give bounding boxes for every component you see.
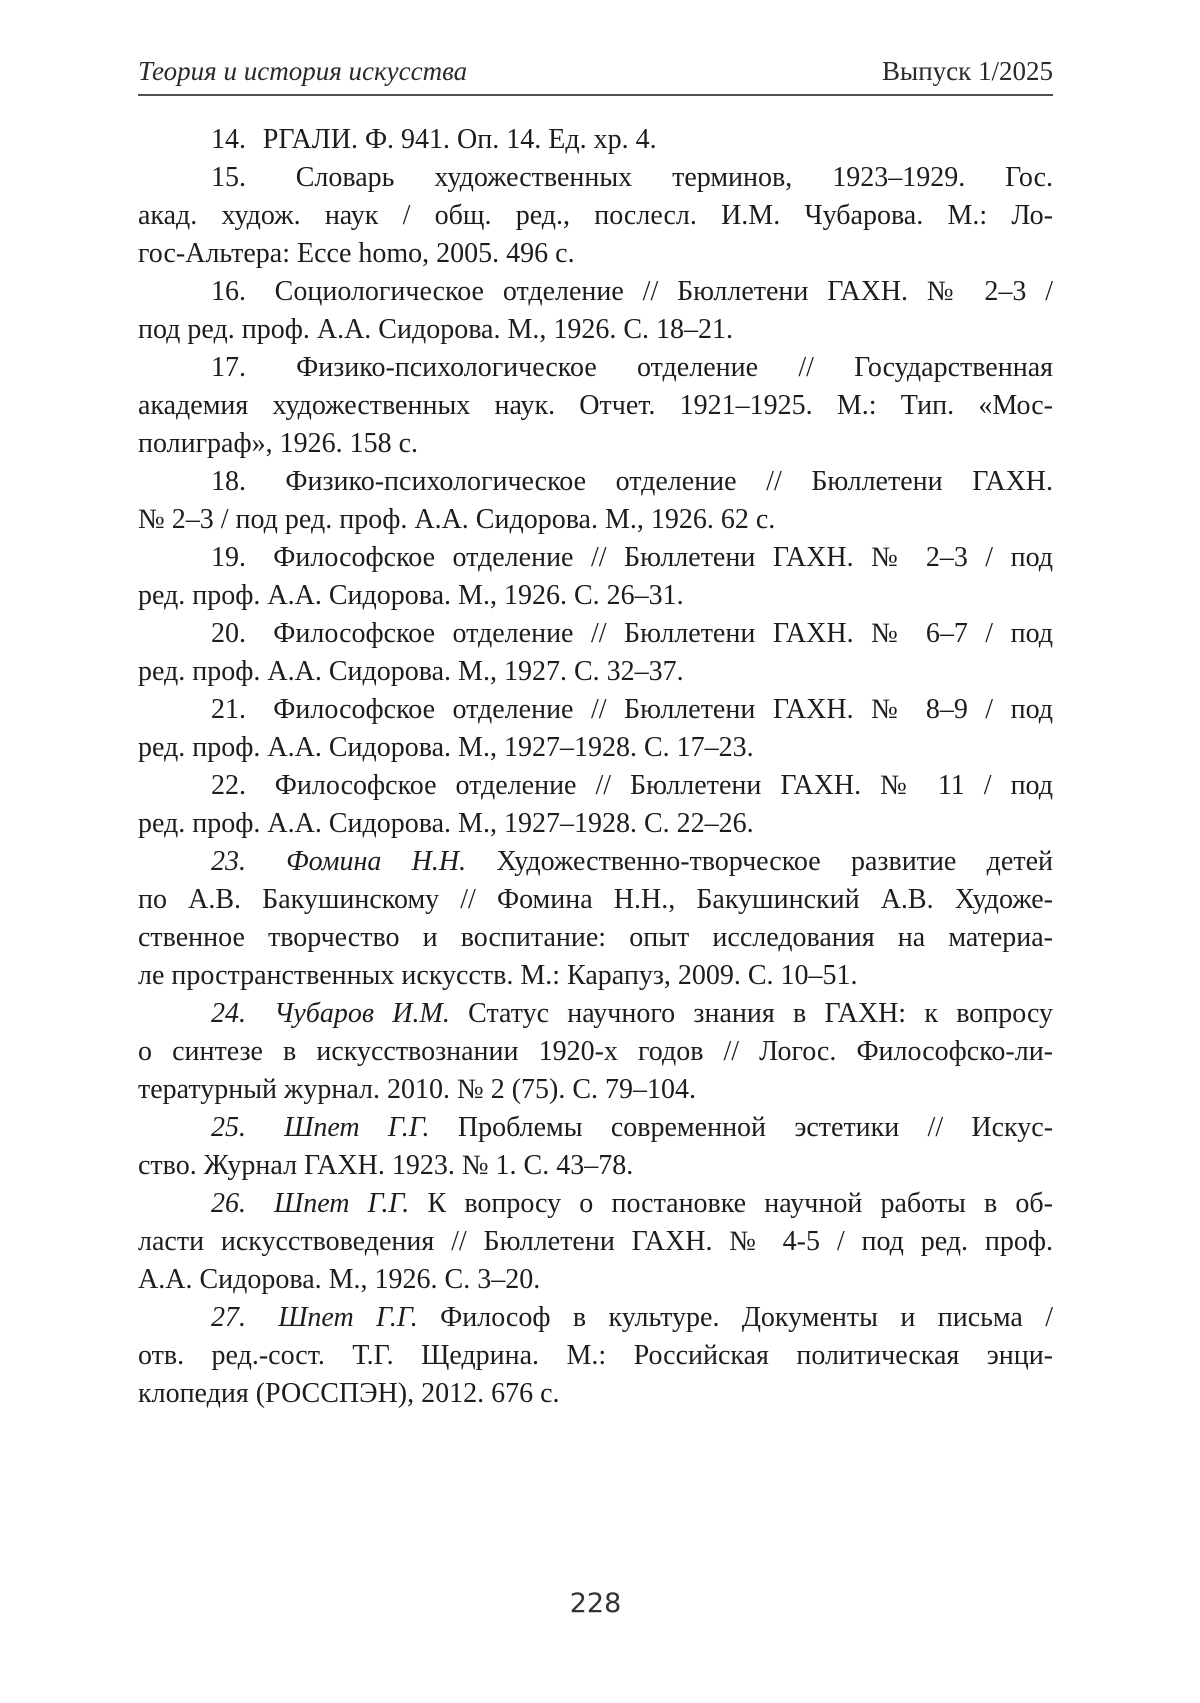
reference-author: Шпет Г.Г. <box>278 1302 418 1333</box>
reference-entry <box>138 691 1053 767</box>
reference-number: 17. <box>211 352 246 383</box>
reference-list <box>138 121 1053 1413</box>
reference-author: Шпет Г.Г. <box>273 1188 410 1219</box>
reference-line: ред. проф. А.А. Сидорова. М., 1927–1928. С. 22–26. <box>138 808 754 839</box>
reference-line: 16. Социологическое отделение // Бюллетени ГАХН. № 2–3 / <box>211 276 1054 307</box>
reference-line: под ред. проф. А.А. Сидорова. М., 1926. С. 18–21. <box>138 314 734 345</box>
reference-line: акад. худож. наук / общ. ред., послесл. И.М. Чубарова. М.: Ло- <box>138 200 1053 231</box>
reference-entry <box>138 159 1053 273</box>
reference-line: ред. проф. А.А. Сидорова. М., 1926. С. 26–31. <box>138 580 684 611</box>
reference-line: 14. РГАЛИ. Ф. 941. Оп. 14. Ед. хр. 4. <box>211 124 657 155</box>
reference-author: Фомина Н.Н. <box>286 846 467 877</box>
reference-line: 23. Фомина Н.Н. Художественно-творческое развитие детей <box>211 846 1053 877</box>
reference-line: 17. Физико-психологическое отделение // Государственная <box>211 352 1053 383</box>
reference-line: № 2–3 / под ред. проф. А.А. Сидорова. М., 1926. 62 с. <box>138 504 776 535</box>
page-footer <box>138 1589 1053 1619</box>
reference-entry <box>138 767 1053 843</box>
running-title: Теория и история искусства <box>138 56 468 86</box>
page-number: 228 <box>569 1588 622 1619</box>
reference-entry <box>138 843 1053 995</box>
reference-number: 23. <box>211 846 246 877</box>
reference-line: полиграф», 1926. 158 с. <box>138 428 419 459</box>
reference-number: 18. <box>211 466 246 497</box>
reference-author: Шпет Г.Г. <box>284 1112 430 1143</box>
reference-number: 21. <box>211 694 246 725</box>
header-rule <box>138 94 1053 96</box>
reference-entry <box>138 349 1053 463</box>
reference-entry <box>138 615 1053 691</box>
reference-line: академия художественных наук. Отчет. 1921–1925. М.: Тип. «Мос- <box>138 390 1053 421</box>
reference-line: 24. Чубаров И.М. Статус научного знания в ГАХН: к вопросу <box>211 998 1054 1029</box>
reference-line: о синтезе в искусствознании 1920-х годов // Логос. Философско-ли- <box>138 1036 1053 1067</box>
reference-line: 26. Шпет Г.Г. К вопросу о постановке научной работы в об- <box>211 1188 1054 1219</box>
reference-author: Чубаров И.М. <box>274 998 450 1029</box>
reference-line: 15. Словарь художественных терминов, 1923–1929. Гос. <box>211 162 1053 193</box>
reference-number: 16. <box>211 276 246 307</box>
reference-line: клопедия (РОССПЭН), 2012. 676 с. <box>138 1378 560 1409</box>
reference-line: ласти искусствоведения // Бюллетени ГАХН. № 4-5 / под ред. проф. <box>138 1226 1053 1257</box>
issue-label: Выпуск 1/2025 <box>882 56 1053 86</box>
reference-number: 14. <box>211 124 246 155</box>
page-header <box>138 56 1053 86</box>
reference-line: гос-Альтера: Ecce homo, 2005. 496 с. <box>138 238 575 269</box>
reference-line: ред. проф. А.А. Сидорова. М., 1927–1928. С. 17–23. <box>138 732 754 763</box>
reference-number: 22. <box>211 770 246 801</box>
reference-line: 22. Философское отделение // Бюллетени ГАХН. № 11 / под <box>211 770 1053 801</box>
reference-entry <box>138 273 1053 349</box>
reference-line: тературный журнал. 2010. № 2 (75). С. 79–104. <box>138 1074 697 1105</box>
reference-line: ство. Журнал ГАХН. 1923. № 1. С. 43–78. <box>138 1150 634 1181</box>
reference-line: А.А. Сидорова. М., 1926. С. 3–20. <box>138 1264 541 1295</box>
reference-entry <box>138 995 1053 1109</box>
reference-line: 18. Физико-психологическое отделение // Бюллетени ГАХН. <box>211 466 1054 497</box>
reference-line: ственное творчество и воспитание: опыт исследования на материа- <box>138 922 1053 953</box>
reference-entry <box>138 539 1053 615</box>
reference-number: 26. <box>211 1188 246 1219</box>
reference-number: 15. <box>211 162 246 193</box>
reference-line: ред. проф. А.А. Сидорова. М., 1927. С. 32–37. <box>138 656 684 687</box>
reference-entry <box>138 121 1053 159</box>
reference-line: отв. ред.-сост. Т.Г. Щедрина. М.: Российская политическая энци- <box>138 1340 1053 1371</box>
reference-line: 25. Шпет Г.Г. Проблемы современной эстетики // Искус- <box>211 1112 1054 1143</box>
reference-number: 25. <box>211 1112 246 1143</box>
reference-line: 27. Шпет Г.Г. Философ в культуре. Документы и письма / <box>211 1302 1054 1333</box>
reference-number: 19. <box>211 542 246 573</box>
reference-entry <box>138 463 1053 539</box>
reference-entry <box>138 1185 1053 1299</box>
reference-line: 21. Философское отделение // Бюллетени ГАХН. № 8–9 / под <box>211 694 1054 725</box>
reference-number: 20. <box>211 618 246 649</box>
reference-number: 27. <box>211 1302 246 1333</box>
reference-line: ле пространственных искусств. М.: Карапуз, 2009. С. 10–51. <box>138 960 858 991</box>
reference-line: 20. Философское отделение // Бюллетени ГАХН. № 6–7 / под <box>211 618 1054 649</box>
reference-line: по А.В. Бакушинскому // Фомина Н.Н., Бакушинский А.В. Художе- <box>138 884 1053 915</box>
reference-entry <box>138 1109 1053 1185</box>
reference-number: 24. <box>211 998 246 1029</box>
reference-line: 19. Философское отделение // Бюллетени ГАХН. № 2–3 / под <box>211 542 1054 573</box>
reference-entry <box>138 1299 1053 1413</box>
